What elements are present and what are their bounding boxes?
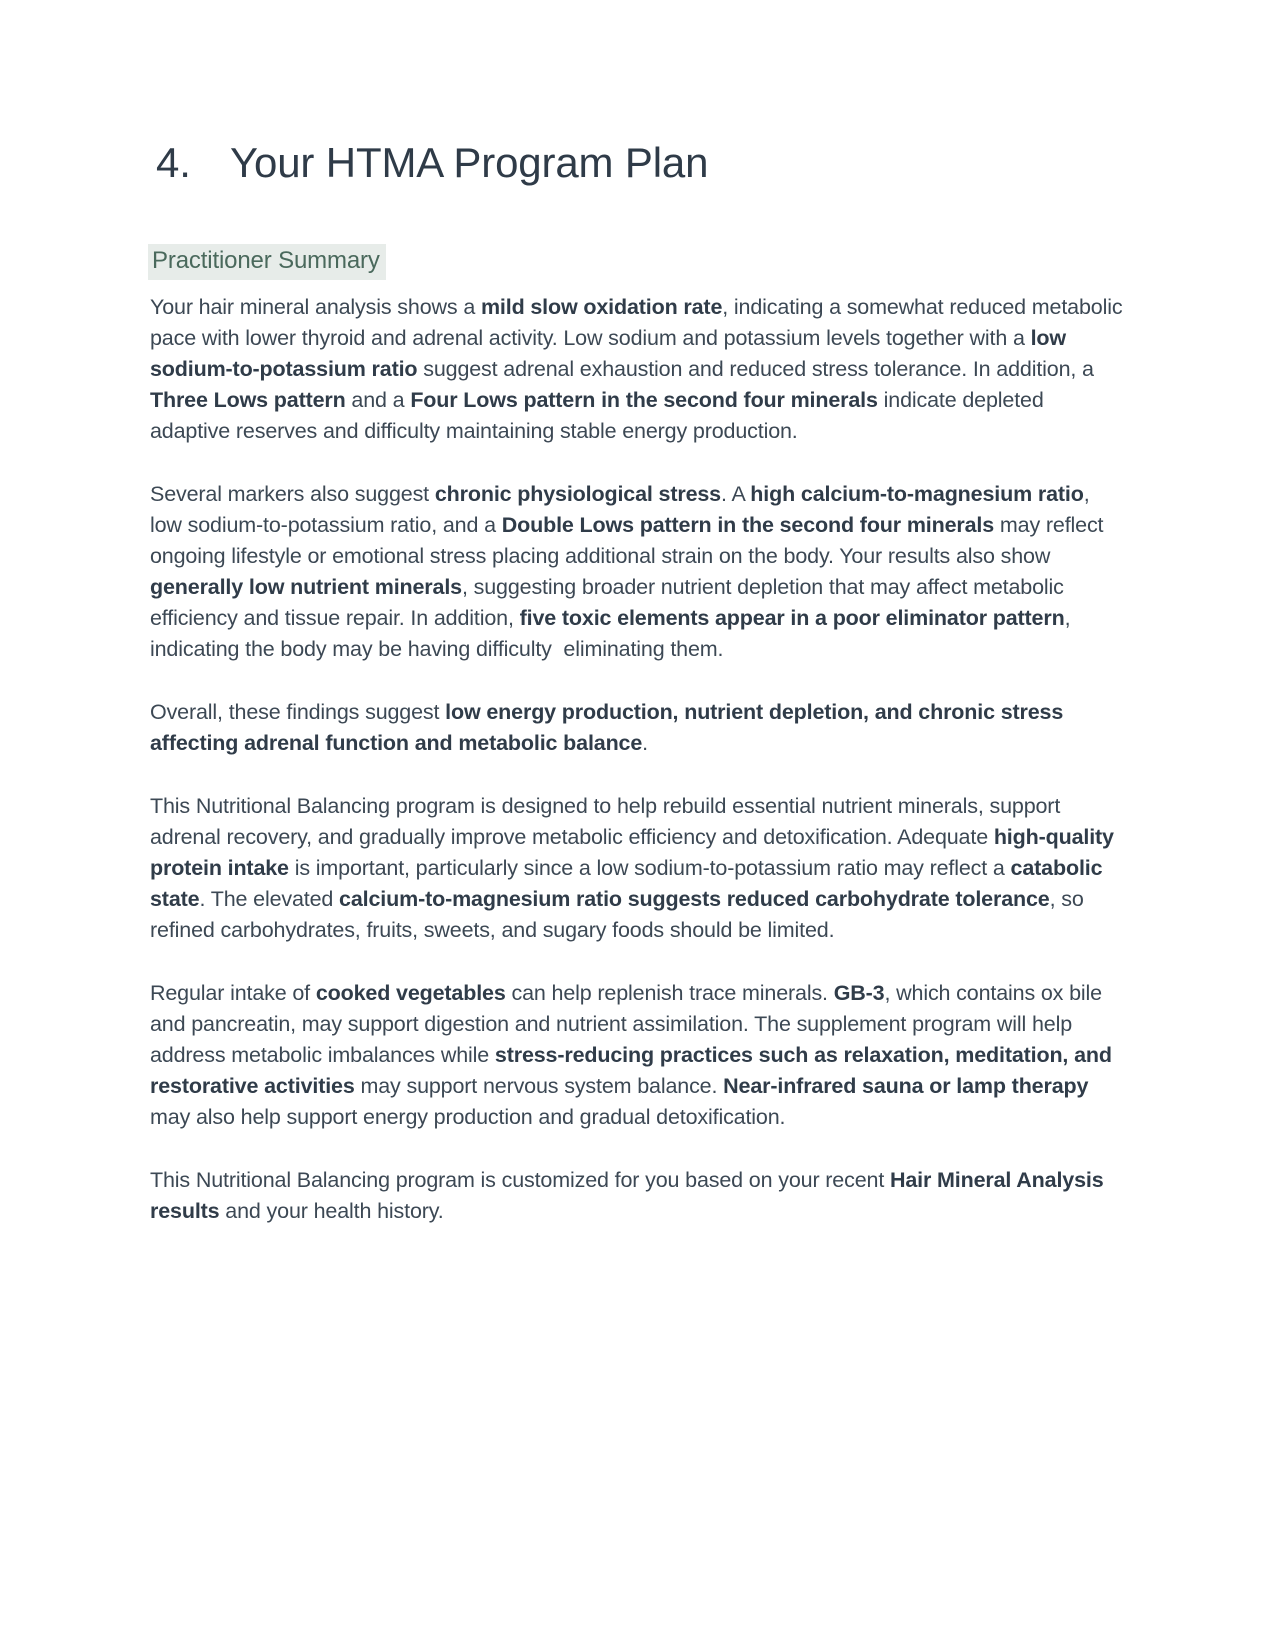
text-run-bold: cooked vegetables	[315, 981, 506, 1005]
text-run: , indicating a somewhat reduced metabolic pace with lower thyroid and adrenal activity. Low sodium and potassium levels together with a	[150, 295, 1129, 350]
document-body	[150, 292, 1129, 1227]
text-run: and your health history.	[219, 1199, 444, 1223]
text-run-bold: high calcium-to-magnesium ratio	[750, 482, 1084, 506]
text-run-bold: Hair Mineral Analysis results	[150, 1168, 1110, 1223]
text-run-bold: generally low nutrient minerals	[150, 575, 462, 599]
text-run-bold: low sodium-to-potassium ratio	[150, 326, 1072, 381]
text-run: Regular intake of	[150, 981, 316, 1005]
text-run: , suggesting broader nutrient depletion that may affect metabolic efficiency and tissue repair. In addition,	[150, 575, 1070, 630]
section-title: Your HTMA Program Plan	[230, 139, 709, 186]
text-run: . A	[721, 482, 751, 506]
subsection-title: Practitioner Summary	[148, 244, 386, 280]
text-run: This Nutritional Balancing program is designed to help rebuild essential nutrient minerals, support adrenal recovery, and gradually improve metabolic efficiency and detoxification. Adequate	[150, 794, 1066, 849]
text-run-bold: Three Lows pattern	[150, 388, 346, 412]
section-heading	[150, 136, 1125, 190]
text-run-bold: calcium-to-magnesium ratio suggests reduced carbohydrate tolerance	[339, 887, 1050, 911]
text-run: , indicating the body may be having difficulty eliminating them.	[150, 606, 1077, 661]
text-run-bold: high-quality protein intake	[150, 825, 1120, 880]
text-run: may also help support energy production and gradual detoxification.	[150, 1074, 1095, 1129]
paragraph	[150, 479, 1125, 665]
text-run: Several markers also suggest	[150, 482, 435, 506]
text-run-bold: Double Lows pattern in the second four minerals	[501, 513, 995, 537]
text-run: .	[642, 731, 648, 755]
text-run: . The elevated	[199, 887, 340, 911]
paragraph	[150, 791, 1125, 946]
text-run-bold: mild slow oxidation rate	[480, 295, 723, 319]
text-run: This Nutritional Balancing program is customized for you based on your recent	[150, 1168, 890, 1192]
text-run-bold: five toxic elements appear in a poor eliminator pattern	[519, 606, 1065, 630]
text-run-bold: Near-infrared sauna or lamp therapy	[723, 1074, 1089, 1098]
text-run-bold: stress-reducing practices such as relaxation, meditation, and restorative activities	[150, 1043, 1118, 1098]
text-run: Overall, these findings suggest	[150, 700, 446, 724]
text-run: , so refined carbohydrates, fruits, sweets, and sugary foods should be limited.	[150, 887, 1090, 942]
text-run-bold: GB-3	[833, 981, 885, 1005]
text-run-bold: chronic physiological stress	[434, 482, 721, 506]
text-run: is important, particularly since a low sodium-to-potassium ratio may reflect a	[288, 856, 1011, 880]
paragraph	[150, 1165, 1125, 1227]
subsection-heading	[150, 246, 1125, 275]
text-run: may support nervous system balance.	[354, 1074, 724, 1098]
text-run-bold: low energy production, nutrient depletion, and chronic stress affecting adrenal function and metabolic balance	[150, 700, 1070, 755]
text-run-bold: Four Lows pattern in the second four minerals	[410, 388, 878, 412]
text-run: Your hair mineral analysis shows a	[150, 295, 481, 319]
text-run: indicate depleted adaptive reserves and difficulty maintaining stable energy production.	[150, 388, 1050, 443]
text-run: can help replenish trace minerals.	[505, 981, 834, 1005]
text-run: may reflect ongoing lifestyle or emotional stress placing additional strain on the body. Your results also show	[150, 513, 1110, 568]
section-number: 4.	[156, 139, 191, 186]
text-run: suggest adrenal exhaustion and reduced stress tolerance. In addition, a	[417, 357, 1100, 381]
text-run-bold: catabolic state	[150, 856, 1109, 911]
paragraph	[150, 978, 1125, 1133]
text-run: and a	[345, 388, 411, 412]
paragraph	[150, 697, 1125, 759]
paragraph	[150, 292, 1129, 447]
text-run: , which contains ox bile and pancreatin, may support digestion and nutrient assimilation. The supplement program will help address metabolic imbalances while	[150, 981, 1108, 1067]
text-run: , low sodium-to-potassium ratio, and a	[150, 482, 1096, 537]
